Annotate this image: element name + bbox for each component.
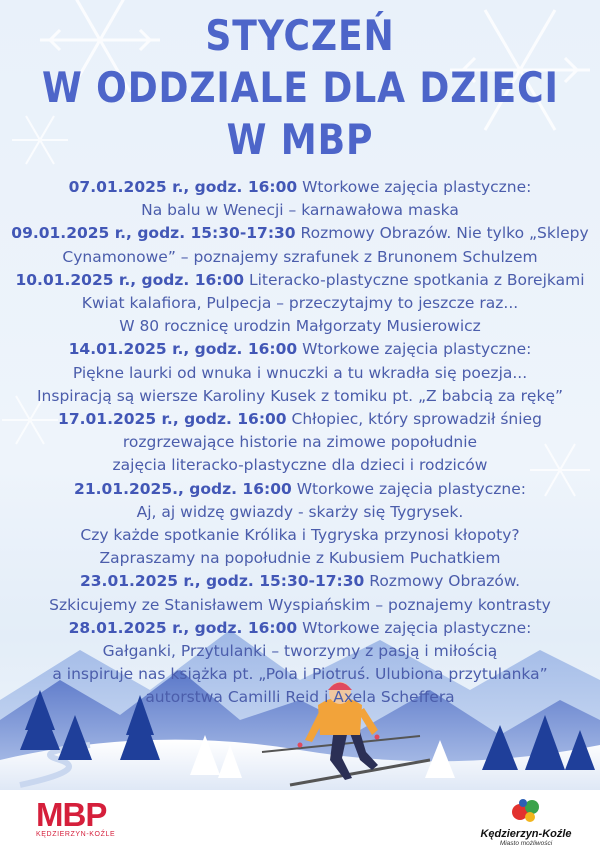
event-line: Inspiracją są wiersze Karoliny Kusek z tomiku pt. „Z babcią za rękę” bbox=[36, 386, 564, 405]
event-date: 09.01.2025 r., godz. 15:30-17:30 bbox=[11, 224, 296, 243]
event-list bbox=[0, 176, 600, 710]
event-line: Aj, aj widzę gwiazdy - skarży się Tygrysek. bbox=[136, 502, 464, 521]
event-date: 14.01.2025 r., godz. 16:00 bbox=[68, 340, 298, 359]
event-line bbox=[0, 570, 600, 593]
title-line: W MBP bbox=[226, 115, 374, 164]
event-line bbox=[0, 408, 600, 431]
event-text: Literacko-plastyczne spotkania z Borejkami bbox=[248, 270, 585, 289]
event-line bbox=[0, 176, 600, 199]
event-line: Czy każde spotkanie Królika i Tygryska przynosi kłopoty? bbox=[80, 526, 520, 545]
city-logo-name: Kędzierzyn-Koźle bbox=[480, 828, 572, 840]
city-logo-icon bbox=[506, 797, 546, 823]
event-line: zajęcia literacko-plastyczne dla dzieci i rodziców bbox=[112, 456, 488, 475]
city-logo-tagline: Miasto możliwości bbox=[499, 840, 553, 847]
event-line: Piękne laurki od wnuka i wnuczki a tu wkradła się poezja... bbox=[72, 363, 528, 382]
event-line: Szkicujemy ze Stanisławem Wyspiańskim – poznajemy kontrasty bbox=[49, 595, 551, 614]
poster-title bbox=[42, 10, 558, 166]
event-date: 28.01.2025 r., godz. 16:00 bbox=[68, 618, 298, 637]
mbp-logo-text: MBP bbox=[36, 796, 107, 833]
event-date: 10.01.2025 r., godz. 16:00 bbox=[15, 270, 245, 289]
event-date: 23.01.2025 r., godz. 15:30-17:30 bbox=[79, 572, 365, 591]
event-line: Zapraszamy na popołudnie z Kubusiem Puchatkiem bbox=[99, 549, 501, 568]
event-line bbox=[0, 269, 600, 292]
event-line: Kwiat kalafiora, Pulpecja – przeczytajmy to jeszcze raz... bbox=[81, 294, 519, 313]
event-date: 17.01.2025 r., godz. 16:00 bbox=[58, 410, 287, 429]
event-text: Chłopiec, który sprowadził śnieg bbox=[291, 410, 542, 429]
city-logo bbox=[476, 797, 576, 847]
event-text: Wtorkowe zajęcia plastyczne: bbox=[302, 340, 532, 359]
title-line: W ODDZIALE DLA DZIECI bbox=[42, 63, 559, 112]
mbp-logo-subtitle: KĘDZIERZYN-KOŹLE bbox=[36, 831, 116, 838]
event-text: Wtorkowe zajęcia plastyczne: bbox=[302, 178, 532, 196]
event-line: a inspiruje nas książka pt. „Pola i Piotruś. Ulubiona przytulanka” bbox=[52, 665, 548, 684]
title-line: STYCZEŃ bbox=[205, 11, 395, 60]
event-line bbox=[0, 338, 600, 361]
event-line: W 80 rocznicę urodzin Małgorzaty Musierowicz bbox=[119, 317, 481, 336]
event-line bbox=[0, 478, 600, 501]
event-line bbox=[0, 617, 600, 640]
event-text: Rozmowy Obrazów. Nie tylko „Sklepy bbox=[300, 224, 589, 243]
event-line: Gałganki, Przytulanki – tworzymy z pasją i miłością bbox=[102, 642, 498, 661]
mbp-logo bbox=[36, 796, 120, 838]
event-text: Wtorkowe zajęcia plastyczne: bbox=[302, 618, 532, 637]
event-line bbox=[0, 222, 600, 245]
event-line: rozgrzewające historie na zimowe popołudnie bbox=[122, 433, 478, 452]
event-date: 21.01.2025., godz. 16:00 bbox=[74, 479, 292, 498]
event-line: autorstwa Camilli Reid i Axela Scheffera bbox=[145, 688, 455, 707]
event-line: Na balu w Wenecji – karnawałowa maska bbox=[141, 201, 459, 220]
event-date: 07.01.2025 r., godz. 16:00 bbox=[68, 178, 298, 196]
event-text: Wtorkowe zajęcia plastyczne: bbox=[296, 479, 526, 498]
event-line: Cynamonowe” – poznajemy szrafunek z Brunonem Schulzem bbox=[62, 247, 538, 266]
event-text: Rozmowy Obrazów. bbox=[369, 572, 521, 591]
